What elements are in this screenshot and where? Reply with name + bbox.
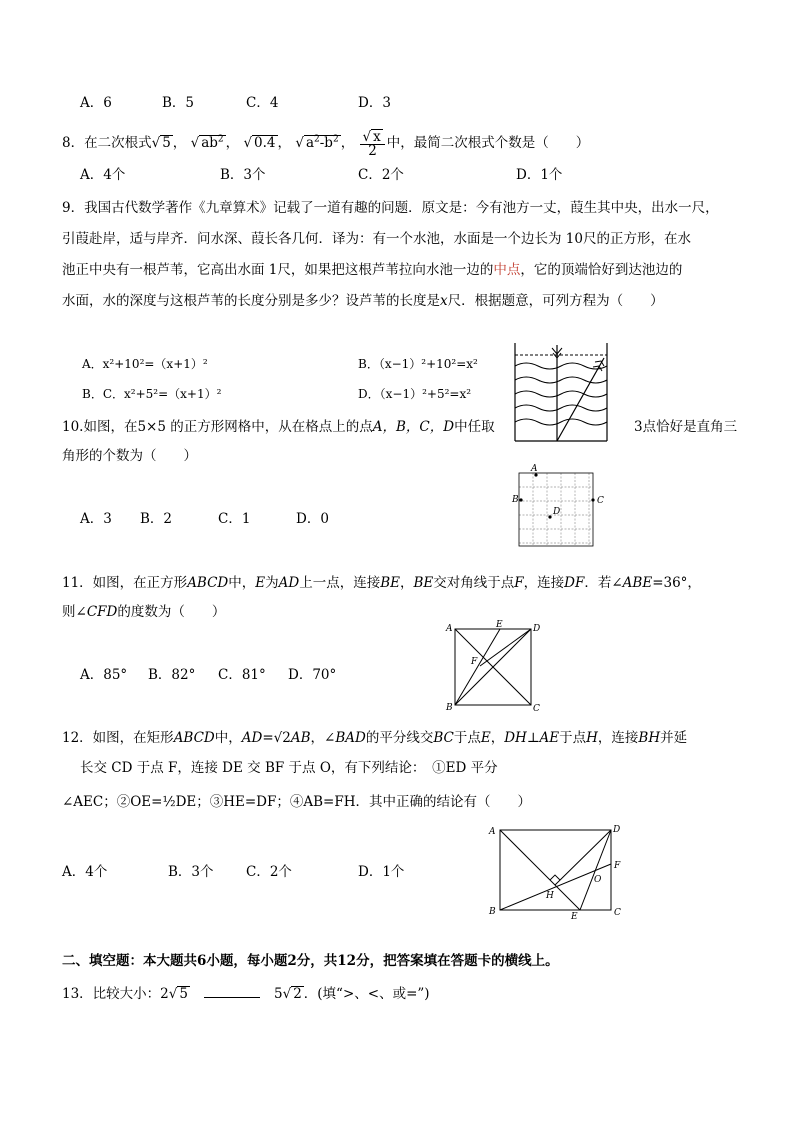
q12-label-o: O <box>594 875 602 885</box>
q9-line-3: 池正中央有一根芦苇，它高出水面 1尺，如果把这根芦苇拉向水池一边的中点，它的顶端恰好到达池边的 <box>62 262 683 278</box>
q13-answer-blank[interactable] <box>204 985 260 998</box>
q10-line-2: 角形的个数为（ ） <box>62 448 197 464</box>
q10-line-1: 10.如图，在5×5 的正方形网格中，从在格点上的点A，B，C，D中任取 <box>62 419 495 435</box>
q8-question: 8．在二次根式√ 5 ， √ $ab^2$ ， √ 0.4 ， √ $a^2-b^2$ ， $\frac{√ x}{2}$ 中，最简二次根式个数是（ ） <box>62 129 590 159</box>
q12-label-d: D <box>613 825 621 835</box>
q12-option-d: D．1个 <box>358 864 405 880</box>
q12-option-a: A．4个 <box>62 864 108 880</box>
q7-option-d: D．3 <box>358 95 391 111</box>
q11-label-a: A <box>446 624 453 634</box>
q11-label-b: B <box>446 703 453 713</box>
q9-line-2: 引葭赴岸，适与岸齐．问水深、葭长各几何．译为：有一个水池，水面是一个边长为 10尺的正方形，在水 <box>62 231 691 247</box>
q12-label-h: H <box>546 891 554 901</box>
q10-option-d: D．0 <box>296 511 329 527</box>
q12-label-a: A <box>489 827 496 837</box>
q11-option-a: A．85° <box>80 667 128 683</box>
q11-option-c: C．81° <box>218 667 266 683</box>
q10-option-c: C．1 <box>218 511 251 527</box>
q9-option-d: D．（x−1）²+5²=x² <box>358 387 472 401</box>
q12-line-3: ∠AEC；②OE=½DE；③HE=DF；④AB=FH．其中正确的结论有（ ） <box>62 794 531 810</box>
q10-option-b: B．2 <box>140 511 173 527</box>
q10-label-c: C <box>597 496 604 506</box>
q10-grid-figure <box>510 464 610 550</box>
q11-option-b: B．82° <box>148 667 196 683</box>
q7-option-b: B．5 <box>162 95 195 111</box>
q9-option-c: B．C．x²+5²=（x+1）² <box>82 387 222 401</box>
q10-point-d <box>548 515 551 518</box>
q8-option-c: C．2个 <box>358 167 404 183</box>
q10-option-a: A．3 <box>80 511 112 527</box>
q9-line-1: 9．我国古代数学著作《九章算术》记载了一道有趣的问题．原文是：今有池方一丈，葭生其中央，出水一尺， <box>62 200 719 216</box>
q8-option-b: B．3个 <box>220 167 266 183</box>
q11-square-figure <box>440 620 550 716</box>
q9-option-a: A．x²+10²=（x+1）² <box>82 357 208 371</box>
q12-label-e: E <box>571 912 578 922</box>
q12-option-b: B．3个 <box>168 864 214 880</box>
q8-option-d: D．1个 <box>516 167 563 183</box>
q10-label-b: B <box>512 495 519 505</box>
q8-option-a: A．4个 <box>80 167 126 183</box>
q12-rectangle-figure <box>482 820 632 924</box>
q11-label-f: F <box>471 657 478 667</box>
q11-label-e: E <box>496 620 503 630</box>
q10-label-a: A <box>531 464 538 474</box>
q12-label-b: B <box>489 907 496 917</box>
q12-line-1: 12．如图，在矩形ABCD中，AD=√2AB，∠BAD的平分线交BC于点E，DH⊥AE于点H，连接BH并延 <box>62 730 688 746</box>
q12-option-c: C．2个 <box>246 864 292 880</box>
q10-label-d: D <box>553 507 561 517</box>
q10-point-b <box>519 498 522 501</box>
q11-line-2: 则∠CFD的度数为（ ） <box>62 604 226 620</box>
q11-label-d: D <box>533 624 541 634</box>
q8-fraction: $\frac{√ x}{2}$ <box>360 129 384 158</box>
q13-question: 13．比较大小：2√ 5 5√ 2 ．(填“>、<、或=”) <box>62 986 430 1002</box>
q12-label-f: F <box>614 861 621 871</box>
q12-line-2: 长交 CD 于点 F，连接 DE 交 BF 于点 O，有下列结论： ①ED 平分 <box>80 760 498 776</box>
q11-line-1: 11．如图，在正方形ABCD中，E为AD上一点，连接BE，BE交对角线于点F，连接DF．若∠ABE=36°， <box>62 575 701 591</box>
q10-point-c <box>591 498 594 501</box>
q7-option-c: C．4 <box>246 95 279 111</box>
q9-line-4: 水面，水的深度与这根芦苇的长度分别是多少？设芦苇的长度是x尺．根据题意，可列方程为（ ） <box>62 293 664 309</box>
q7-option-a: A．6 <box>80 95 112 111</box>
q10-line-1-end: 3点恰好是直角三 <box>634 419 738 435</box>
q12-label-c: C <box>614 908 621 918</box>
q11-option-d: D．70° <box>288 667 337 683</box>
q9-option-b: B．（x−1）²+10²=x² <box>358 357 478 371</box>
q11-label-c: C <box>533 704 540 714</box>
q9-pond-figure <box>512 340 610 444</box>
section-2-heading: 二、填空题：本大题共6小题，每小题2分，共12分，把答案填在答题卡的横线上。 <box>62 953 559 969</box>
